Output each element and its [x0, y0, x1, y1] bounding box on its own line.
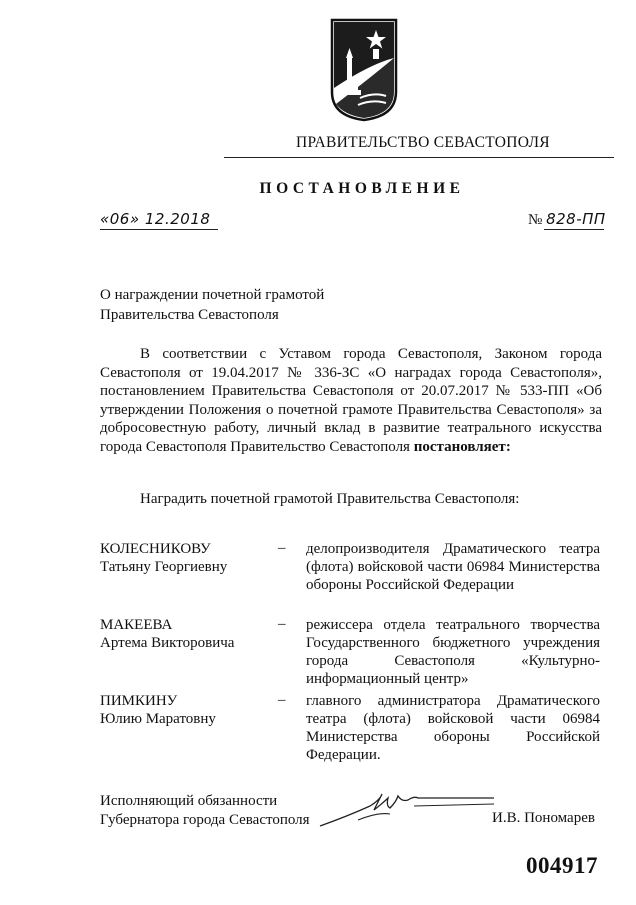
org-underline [224, 157, 614, 158]
recipient-given-name: Татьяну Георгиевну [100, 559, 228, 575]
decree-colon: : [505, 438, 511, 455]
handwritten-signature [318, 790, 498, 830]
date-underline [100, 229, 218, 230]
recipient-name [100, 540, 227, 576]
number-underline [544, 229, 604, 230]
preamble-paragraph [100, 345, 602, 456]
recipient-dash: – [278, 616, 286, 632]
award-statement: Наградить почетной грамотой Правительства Севастополя: [140, 491, 520, 507]
form-serial-number: 004917 [526, 853, 598, 878]
subject-line-1: О награждении почетной грамотой [100, 287, 325, 303]
signatory-position-line-1: Исполняющий обязанности [100, 793, 278, 809]
recipient-surname: ПИМКИНУ [100, 693, 178, 709]
signatory-position [100, 792, 310, 830]
recipient-name [100, 692, 216, 728]
recipient-dash: – [278, 540, 286, 556]
recipient-given-name: Артема Викторовича [100, 635, 235, 651]
number-value: 828-ПП [546, 210, 606, 228]
document-number [528, 210, 606, 229]
signatory-position-line-2: Губернатора города Севастополя [100, 812, 310, 828]
recipient-description: главного администратора Драматического театра (флота) войсковой части 06984 Министерства обороны Российской Федерации. [306, 693, 600, 763]
document-subject [100, 285, 324, 325]
recipient-name [100, 616, 234, 652]
recipient-description: делопроизводителя Драматического театра (флота) войсковой части 06984 Министерства обороны Российской Федерации [306, 541, 600, 593]
recipient-given-name: Юлию Маратовну [100, 711, 216, 727]
recipient-surname: МАКЕЕВА [100, 617, 173, 633]
document-date: «06» 12.2018 [100, 210, 211, 228]
document-type: ПОСТАНОВЛЕНИЕ [259, 180, 465, 197]
decree-word: постановляет [413, 438, 506, 455]
signatory-name: И.В. Пономарев [492, 810, 595, 826]
recipient-description: режиссера отдела театрального творчества Государственного бюджетного учреждения города Севастополя «Культурно-информационный центр» [306, 617, 600, 687]
recipient-dash: – [278, 692, 286, 708]
sevastopol-coat-of-arms-icon [330, 18, 398, 122]
subject-line-2: Правительства Севастополя [100, 307, 279, 323]
recipient-surname: КОЛЕСНИКОВУ [100, 541, 211, 557]
number-prefix: № [528, 212, 543, 228]
org-title: ПРАВИТЕЛЬСТВО СЕВАСТОПОЛЯ [296, 134, 550, 151]
preamble-text: В соответствии с Уставом города Севастополя, Законом города Севастополя от 19.04.2017 № 336-ЗС «О наградах города Севастополя», постановлением Правительства Севастополя от 20.07.2017 № 533-ПП «Об утверждении Положения о почетной грамоте Правительства Севастополя» за добросовестную работу, личный вклад в развитие театрального искусства города Севастополя Правительство Севастополя [100, 346, 602, 455]
